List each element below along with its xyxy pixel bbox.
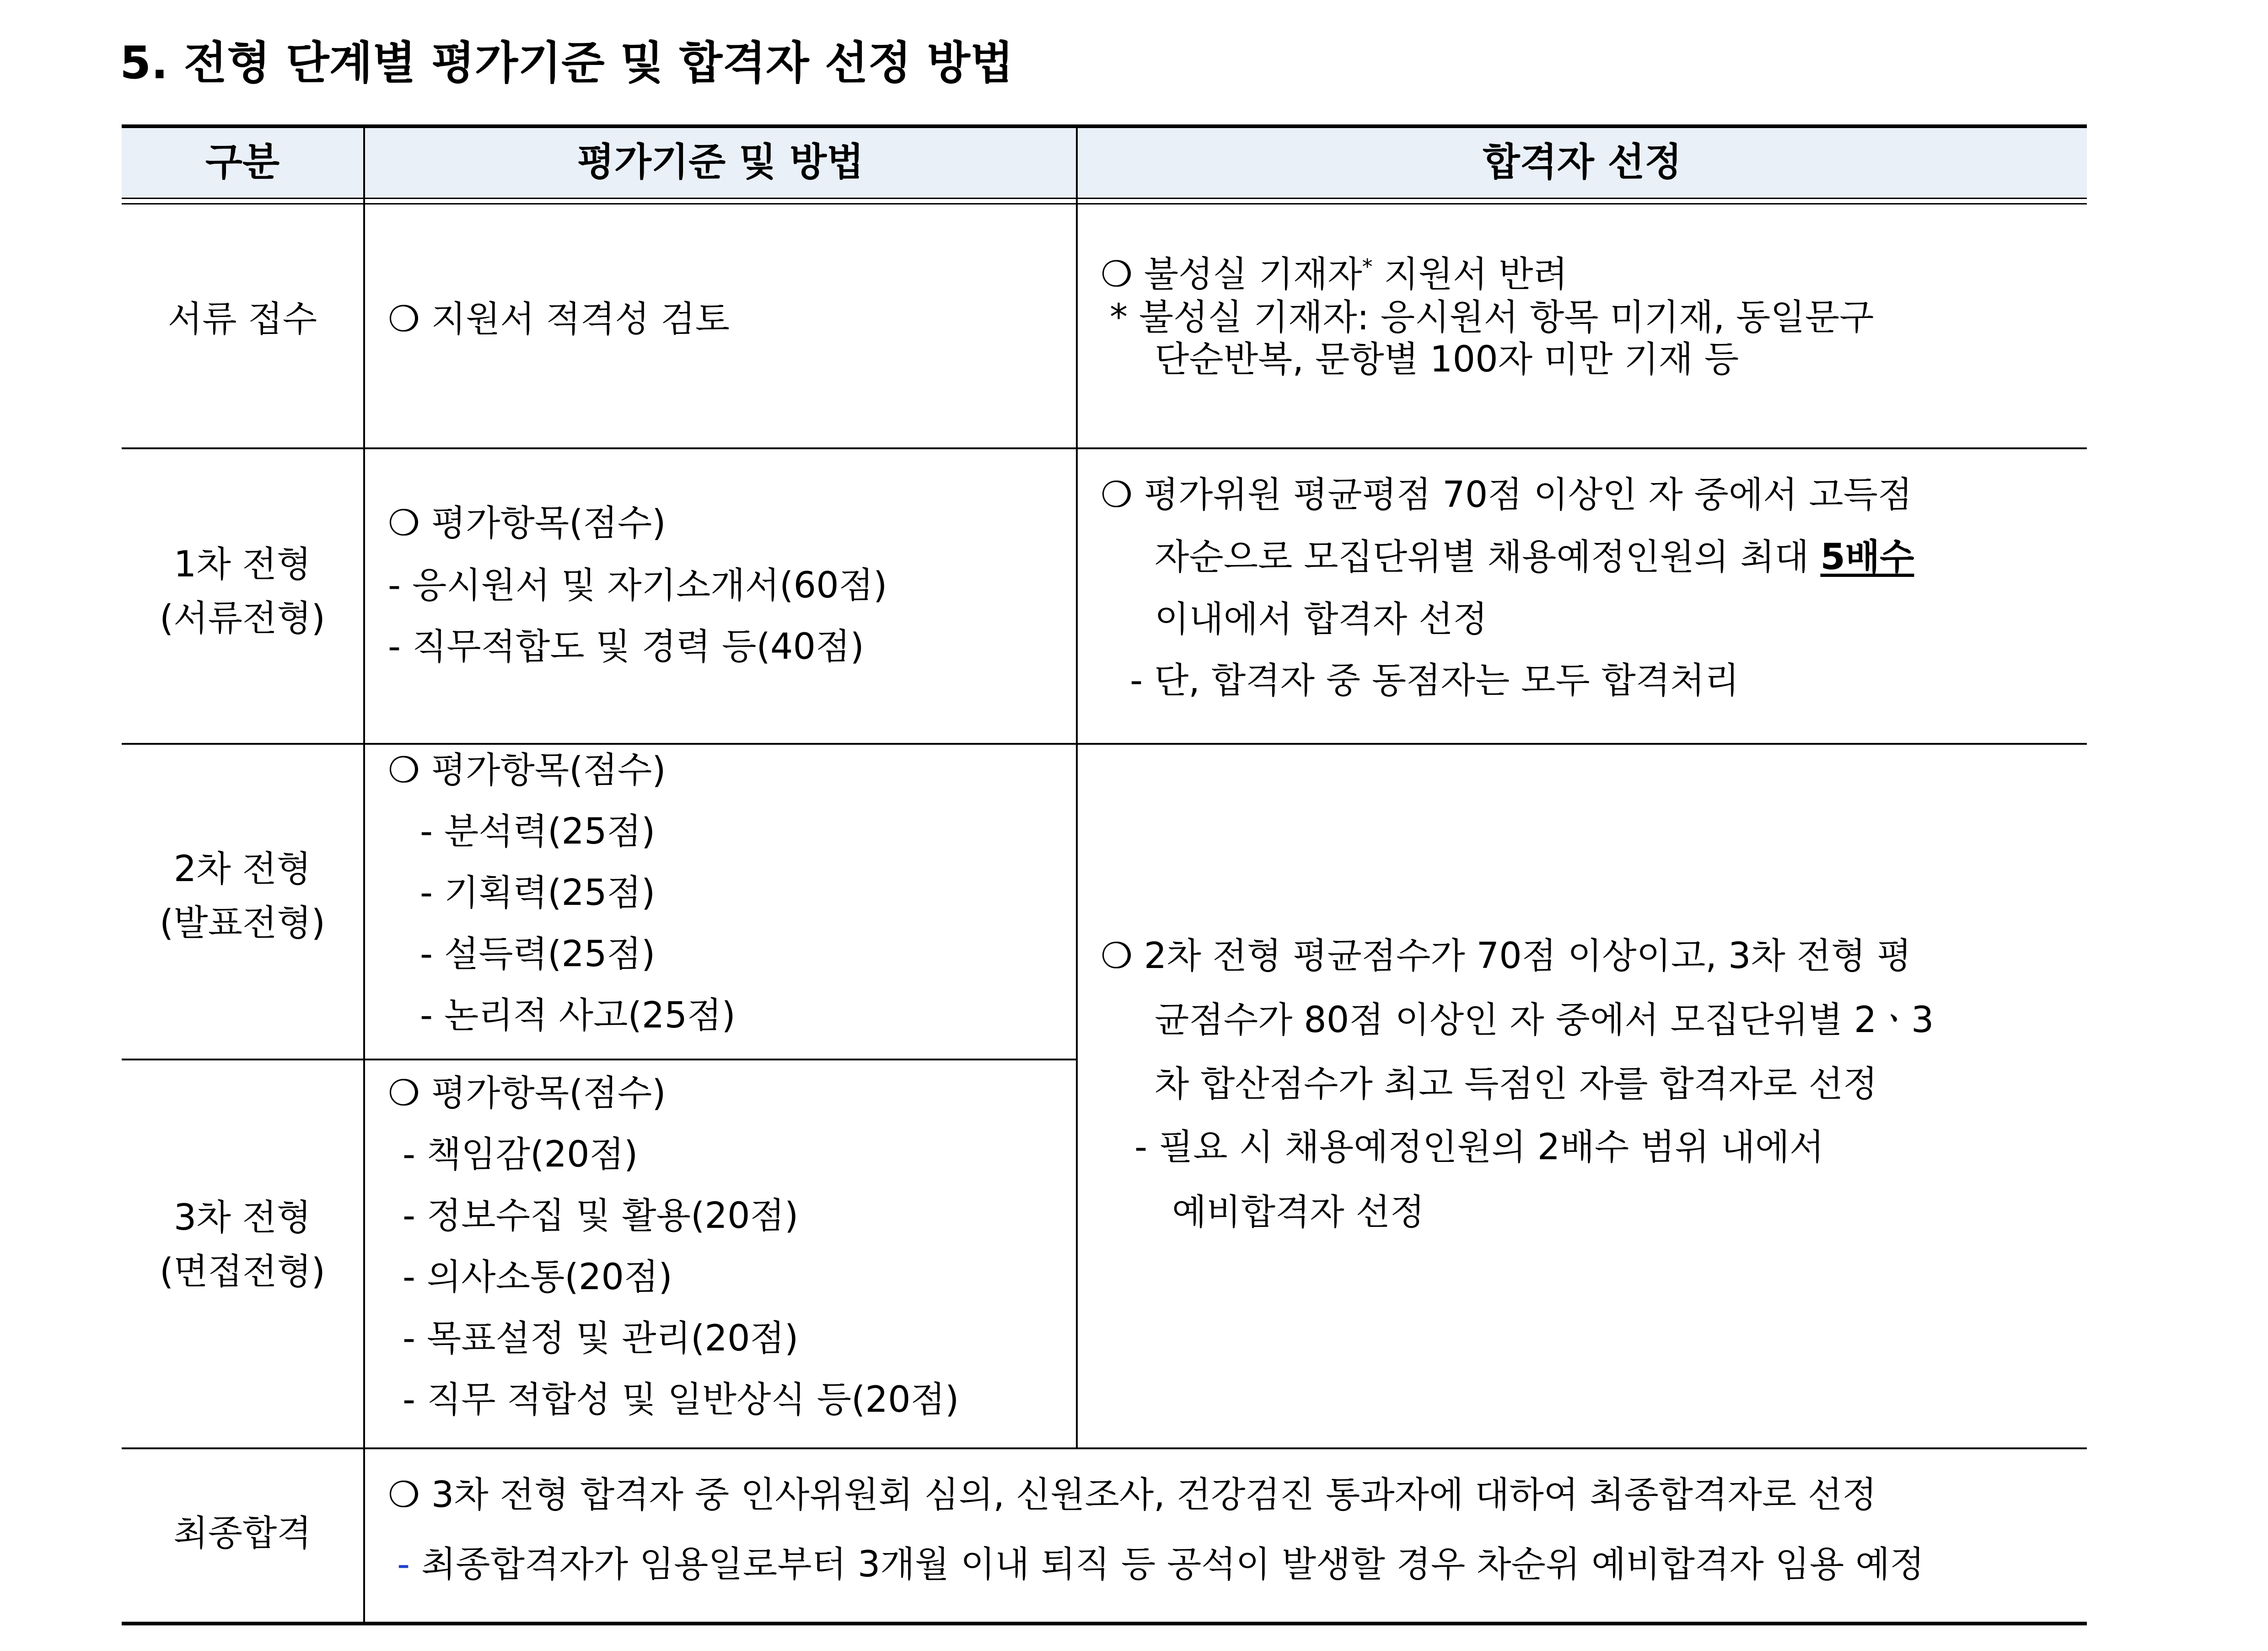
first-selection-line4: - 단, 합격자 중 동점자는 모두 합격처리	[1130, 660, 1739, 701]
blue-dash: -	[397, 1544, 421, 1585]
row-divider	[122, 1447, 2087, 1449]
third-criteria-6: - 직무 적합성 및 일반상식 등(20점)	[403, 1379, 959, 1420]
final-line2: - 최종합격자가 임용일로부터 3개월 이내 퇴직 등 공석이 발생할 경우 차순위 예비합격자 임용 예정	[397, 1544, 1924, 1585]
row-label-second: 2차 전형	[173, 849, 312, 890]
merged-selection-line2: 균점수가 80점 이상인 자 중에서 모집단위별 2ㆍ3	[1155, 1000, 1934, 1041]
row-label-final: 최종합격	[173, 1513, 312, 1554]
row-label-first-sub: (서류전형)	[159, 598, 326, 639]
docs-selection-line2: * 불성실 기재자: 응시원서 항목 미기재, 동일문구	[1110, 297, 1874, 338]
third-criteria-1: ❍ 평가항목(점수)	[388, 1073, 666, 1114]
first-selection-line2: 자순으로 모집단위별 채용예정인원의 최대 5배수	[1155, 537, 1914, 578]
third-criteria-4: - 의사소통(20점)	[403, 1257, 672, 1298]
row-divider	[122, 1059, 1077, 1060]
docs-selection-line1: ❍ 불성실 기재자* 지원서 반려	[1101, 254, 1568, 295]
third-criteria-5: - 목표설정 및 관리(20점)	[403, 1318, 799, 1359]
column-divider	[1076, 124, 1078, 1448]
column-divider	[363, 124, 365, 1622]
merged-selection-line4: - 필요 시 채용예정인원의 2배수 범위 내에서	[1134, 1127, 1824, 1168]
docs-selection-line3: 단순반복, 문항별 100자 미만 기재 등	[1155, 339, 1739, 380]
row-divider	[122, 447, 2087, 449]
page-title: 5. 전형 단계별 평가기준 및 합격자 선정 방법	[120, 37, 1014, 89]
second-criteria-1: ❍ 평가항목(점수)	[388, 750, 666, 791]
merged-selection-line5: 예비합격자 선정	[1172, 1192, 1425, 1233]
emphasis-5x: 5배수	[1820, 537, 1914, 578]
header-category: 구분	[205, 140, 280, 184]
second-criteria-5: - 논리적 사고(25점)	[420, 995, 736, 1036]
second-criteria-2: - 분석력(25점)	[420, 811, 656, 852]
second-criteria-3: - 기획력(25점)	[420, 872, 656, 914]
second-criteria-4: - 설득력(25점)	[420, 934, 656, 975]
row-label-second-sub: (발표전형)	[159, 903, 326, 944]
footnote-mark: *	[1362, 254, 1373, 279]
row-label-third-sub: (면접전형)	[159, 1251, 326, 1292]
row-label-third: 3차 전형	[173, 1197, 312, 1238]
header-criteria: 평가기준 및 방법	[577, 140, 864, 184]
first-selection-line1: ❍ 평가위원 평균평점 70점 이상인 자 중에서 고득점	[1101, 474, 1913, 516]
row-divider	[122, 743, 2087, 745]
first-selection-line3: 이내에서 합격자 선정	[1155, 599, 1488, 640]
first-criteria-2: - 응시원서 및 자기소개서(60점)	[388, 565, 887, 606]
table-top-border	[122, 124, 2087, 128]
row-label-docs: 서류 접수	[167, 299, 317, 340]
docs-criteria: ❍ 지원서 적격성 검토	[388, 299, 730, 340]
final-line1: ❍ 3차 전형 합격자 중 인사위원회 심의, 신원조사, 건강검진 통과자에 대하여 최종합격자로 선정	[388, 1474, 1877, 1516]
first-criteria-1: ❍ 평가항목(점수)	[388, 503, 666, 544]
header-selection: 합격자 선정	[1483, 140, 1682, 184]
third-criteria-2: - 책임감(20점)	[403, 1134, 638, 1175]
header-divider-2	[122, 203, 2087, 204]
merged-selection-line3: 차 합산점수가 최고 득점인 자를 합격자로 선정	[1155, 1064, 1878, 1105]
table-bottom-border	[122, 1622, 2087, 1625]
third-criteria-3: - 정보수집 및 활용(20점)	[403, 1195, 799, 1237]
merged-selection-line1: ❍ 2차 전형 평균점수가 70점 이상이고, 3차 전형 평	[1101, 936, 1912, 977]
evaluation-table	[122, 124, 2087, 1625]
first-criteria-3: - 직무적합도 및 경력 등(40점)	[388, 626, 864, 667]
row-label-first: 1차 전형	[173, 544, 312, 585]
header-divider-1	[122, 198, 2087, 199]
